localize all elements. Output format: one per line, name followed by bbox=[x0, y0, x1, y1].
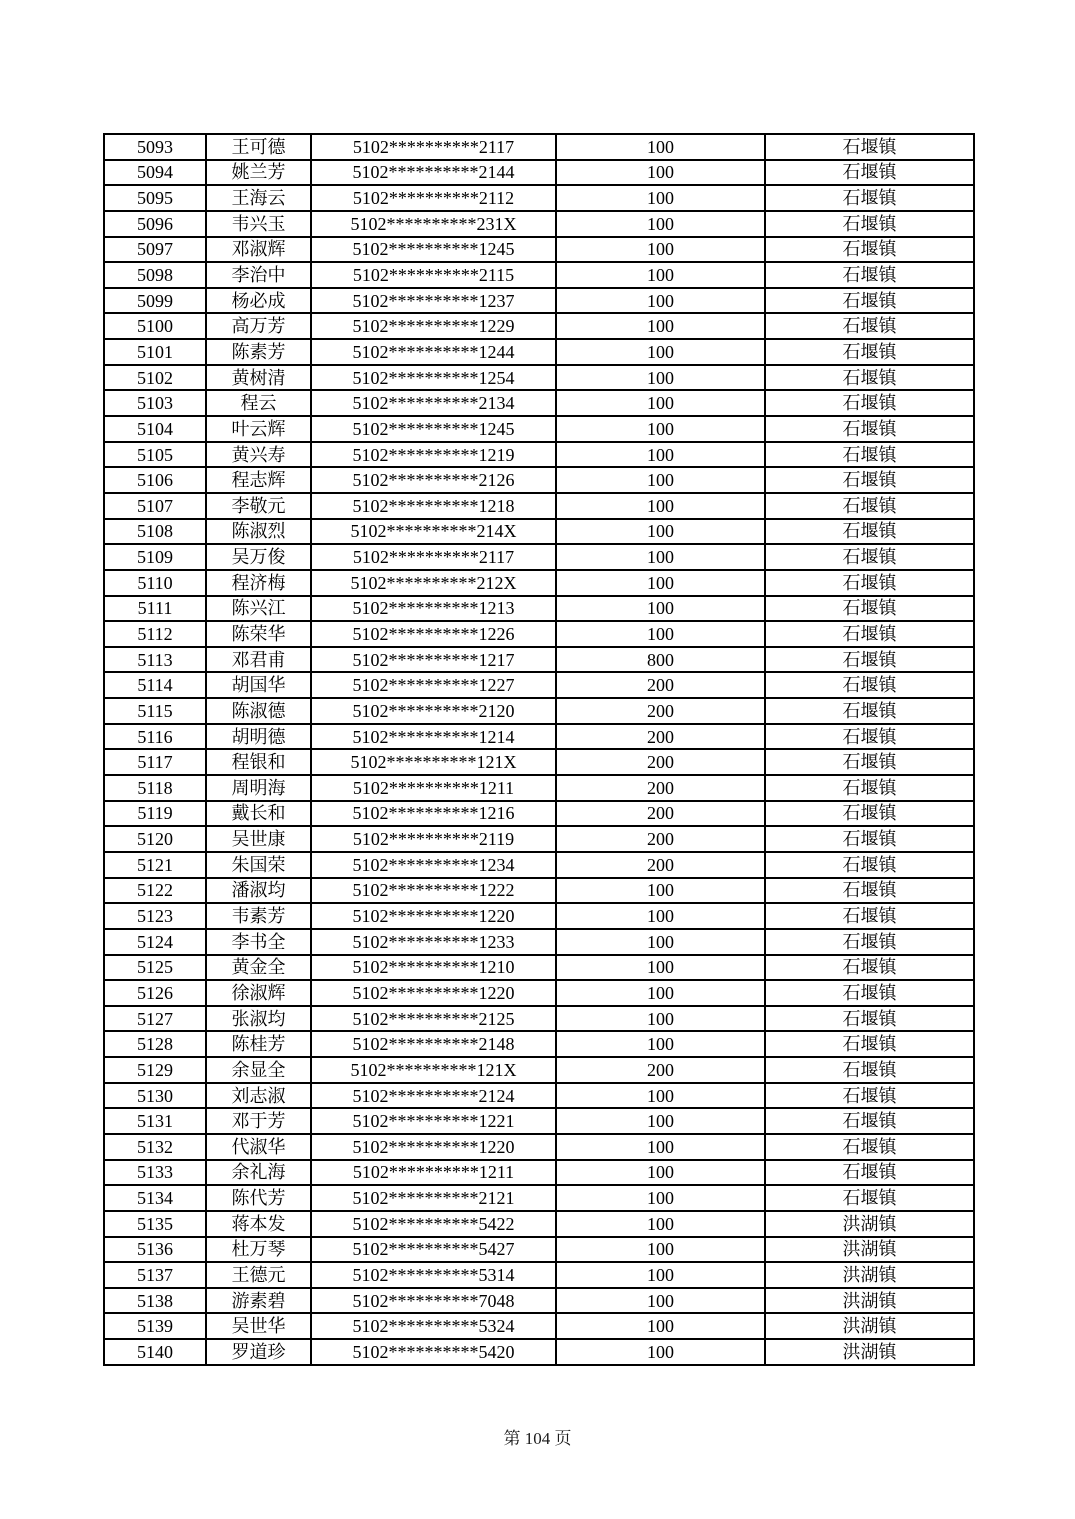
table-cell-amount: 200 bbox=[556, 672, 765, 698]
table-cell-serial: 5130 bbox=[104, 1083, 206, 1109]
table-cell-town: 洪湖镇 bbox=[765, 1262, 974, 1288]
table-row bbox=[104, 544, 974, 570]
table-cell-town: 石堰镇 bbox=[765, 160, 974, 186]
table-cell-town: 石堰镇 bbox=[765, 1134, 974, 1160]
table-row bbox=[104, 1313, 974, 1339]
table-cell-name: 邓君甫 bbox=[206, 647, 311, 673]
table-cell-town: 石堰镇 bbox=[765, 878, 974, 904]
table-cell-town: 洪湖镇 bbox=[765, 1211, 974, 1237]
table-cell-town: 石堰镇 bbox=[765, 1160, 974, 1186]
table-cell-town: 石堰镇 bbox=[765, 980, 974, 1006]
table-cell-name: 程云 bbox=[206, 390, 311, 416]
table-cell-id_number: 5102**********1229 bbox=[311, 313, 556, 339]
table-cell-town: 石堰镇 bbox=[765, 211, 974, 237]
table-cell-town: 石堰镇 bbox=[765, 185, 974, 211]
table-cell-serial: 5120 bbox=[104, 826, 206, 852]
table-cell-name: 陈淑烈 bbox=[206, 519, 311, 545]
table-cell-town: 石堰镇 bbox=[765, 647, 974, 673]
table-cell-name: 余显全 bbox=[206, 1057, 311, 1083]
table-cell-serial: 5121 bbox=[104, 852, 206, 878]
table-cell-serial: 5115 bbox=[104, 698, 206, 724]
table-row bbox=[104, 852, 974, 878]
table-cell-amount: 200 bbox=[556, 775, 765, 801]
table-cell-town: 石堰镇 bbox=[765, 390, 974, 416]
table-cell-town: 石堰镇 bbox=[765, 493, 974, 519]
table-cell-name: 余礼海 bbox=[206, 1160, 311, 1186]
table-cell-id_number: 5102**********1214 bbox=[311, 724, 556, 750]
table-cell-serial: 5127 bbox=[104, 1006, 206, 1032]
table-cell-name: 吴世华 bbox=[206, 1313, 311, 1339]
table-row bbox=[104, 390, 974, 416]
table-cell-id_number: 5102**********2121 bbox=[311, 1185, 556, 1211]
table-cell-serial: 5098 bbox=[104, 262, 206, 288]
table-cell-amount: 200 bbox=[556, 801, 765, 827]
table-row bbox=[104, 185, 974, 211]
table-cell-amount: 100 bbox=[556, 878, 765, 904]
table-cell-amount: 100 bbox=[556, 1262, 765, 1288]
table-cell-amount: 100 bbox=[556, 980, 765, 1006]
table-row bbox=[104, 801, 974, 827]
table-cell-amount: 100 bbox=[556, 1313, 765, 1339]
table-cell-id_number: 5102**********2124 bbox=[311, 1083, 556, 1109]
table-row bbox=[104, 724, 974, 750]
table-cell-id_number: 5102**********1218 bbox=[311, 493, 556, 519]
table-cell-name: 陈代芳 bbox=[206, 1185, 311, 1211]
table-row bbox=[104, 365, 974, 391]
table-cell-amount: 100 bbox=[556, 211, 765, 237]
table-cell-serial: 5125 bbox=[104, 955, 206, 981]
table-row bbox=[104, 237, 974, 263]
table-cell-serial: 5105 bbox=[104, 442, 206, 468]
table-cell-amount: 100 bbox=[556, 185, 765, 211]
table-row bbox=[104, 596, 974, 622]
table-cell-amount: 100 bbox=[556, 1211, 765, 1237]
table-cell-serial: 5128 bbox=[104, 1031, 206, 1057]
table-cell-id_number: 5102**********121X bbox=[311, 749, 556, 775]
table-cell-serial: 5111 bbox=[104, 596, 206, 622]
table-cell-name: 杜万琴 bbox=[206, 1237, 311, 1263]
table-cell-amount: 100 bbox=[556, 1108, 765, 1134]
table-cell-serial: 5137 bbox=[104, 1262, 206, 1288]
table-cell-name: 程济梅 bbox=[206, 570, 311, 596]
table-cell-amount: 100 bbox=[556, 134, 765, 160]
table-cell-name: 李治中 bbox=[206, 262, 311, 288]
table-row bbox=[104, 1160, 974, 1186]
beneficiary-table bbox=[103, 133, 975, 1366]
table-cell-id_number: 5102**********5427 bbox=[311, 1237, 556, 1263]
table-cell-name: 徐淑辉 bbox=[206, 980, 311, 1006]
table-cell-id_number: 5102**********2115 bbox=[311, 262, 556, 288]
table-cell-amount: 100 bbox=[556, 442, 765, 468]
table-row bbox=[104, 1262, 974, 1288]
table-cell-name: 胡明德 bbox=[206, 724, 311, 750]
table-row bbox=[104, 980, 974, 1006]
table-cell-name: 黄兴寿 bbox=[206, 442, 311, 468]
table-cell-amount: 100 bbox=[556, 160, 765, 186]
table-cell-serial: 5135 bbox=[104, 1211, 206, 1237]
table-cell-id_number: 5102**********2134 bbox=[311, 390, 556, 416]
table-cell-town: 石堰镇 bbox=[765, 262, 974, 288]
table-cell-id_number: 5102**********1245 bbox=[311, 237, 556, 263]
table-cell-id_number: 5102**********1221 bbox=[311, 1108, 556, 1134]
table-row bbox=[104, 903, 974, 929]
table-cell-town: 石堰镇 bbox=[765, 724, 974, 750]
table-cell-serial: 5122 bbox=[104, 878, 206, 904]
table-cell-amount: 200 bbox=[556, 698, 765, 724]
table-row bbox=[104, 647, 974, 673]
table-row bbox=[104, 1108, 974, 1134]
table-cell-serial: 5132 bbox=[104, 1134, 206, 1160]
table-cell-id_number: 5102**********1254 bbox=[311, 365, 556, 391]
table-cell-id_number: 5102**********5422 bbox=[311, 1211, 556, 1237]
table-cell-serial: 5123 bbox=[104, 903, 206, 929]
table-cell-town: 石堰镇 bbox=[765, 416, 974, 442]
table-cell-name: 胡国华 bbox=[206, 672, 311, 698]
table-cell-name: 陈淑德 bbox=[206, 698, 311, 724]
table-cell-id_number: 5102**********214X bbox=[311, 519, 556, 545]
table-cell-name: 王德元 bbox=[206, 1262, 311, 1288]
table-body bbox=[104, 134, 974, 1365]
table-cell-name: 朱国荣 bbox=[206, 852, 311, 878]
table-cell-town: 洪湖镇 bbox=[765, 1288, 974, 1314]
table-cell-amount: 100 bbox=[556, 955, 765, 981]
table-cell-town: 石堰镇 bbox=[765, 467, 974, 493]
table-cell-amount: 800 bbox=[556, 647, 765, 673]
table-cell-name: 王海云 bbox=[206, 185, 311, 211]
table-cell-town: 石堰镇 bbox=[765, 801, 974, 827]
table-cell-serial: 5124 bbox=[104, 929, 206, 955]
page-number-label: 第 104 页 bbox=[503, 1429, 572, 1448]
table-cell-name: 代淑华 bbox=[206, 1134, 311, 1160]
table-cell-serial: 5131 bbox=[104, 1108, 206, 1134]
table-cell-amount: 200 bbox=[556, 724, 765, 750]
page-footer bbox=[0, 1424, 1075, 1449]
table-cell-name: 刘志淑 bbox=[206, 1083, 311, 1109]
table-cell-id_number: 5102**********2148 bbox=[311, 1031, 556, 1057]
table-cell-name: 陈荣华 bbox=[206, 621, 311, 647]
table-cell-amount: 100 bbox=[556, 621, 765, 647]
table-row bbox=[104, 493, 974, 519]
table-cell-amount: 100 bbox=[556, 365, 765, 391]
table-cell-id_number: 5102**********1226 bbox=[311, 621, 556, 647]
table-cell-id_number: 5102**********5314 bbox=[311, 1262, 556, 1288]
table-cell-name: 陈桂芳 bbox=[206, 1031, 311, 1057]
table-cell-name: 张淑均 bbox=[206, 1006, 311, 1032]
table-cell-serial: 5113 bbox=[104, 647, 206, 673]
table-cell-name: 韦素芳 bbox=[206, 903, 311, 929]
table-cell-town: 石堰镇 bbox=[765, 749, 974, 775]
table-cell-name: 程银和 bbox=[206, 749, 311, 775]
table-row bbox=[104, 878, 974, 904]
table-cell-id_number: 5102**********2117 bbox=[311, 134, 556, 160]
table-cell-id_number: 5102**********7048 bbox=[311, 1288, 556, 1314]
table-cell-name: 吴世康 bbox=[206, 826, 311, 852]
table-cell-amount: 100 bbox=[556, 390, 765, 416]
table-cell-name: 陈素芳 bbox=[206, 339, 311, 365]
table-cell-serial: 5101 bbox=[104, 339, 206, 365]
table-cell-serial: 5140 bbox=[104, 1339, 206, 1365]
table-cell-amount: 200 bbox=[556, 749, 765, 775]
table-cell-id_number: 5102**********212X bbox=[311, 570, 556, 596]
table-row bbox=[104, 467, 974, 493]
table-cell-name: 周明海 bbox=[206, 775, 311, 801]
table-row bbox=[104, 442, 974, 468]
table-cell-amount: 100 bbox=[556, 313, 765, 339]
table-cell-town: 洪湖镇 bbox=[765, 1339, 974, 1365]
table-cell-id_number: 5102**********1217 bbox=[311, 647, 556, 673]
table-cell-serial: 5110 bbox=[104, 570, 206, 596]
table-cell-amount: 200 bbox=[556, 1057, 765, 1083]
table-cell-town: 石堰镇 bbox=[765, 903, 974, 929]
table-cell-serial: 5138 bbox=[104, 1288, 206, 1314]
table-cell-serial: 5096 bbox=[104, 211, 206, 237]
table-cell-id_number: 5102**********2120 bbox=[311, 698, 556, 724]
table-row bbox=[104, 1006, 974, 1032]
table-cell-town: 石堰镇 bbox=[765, 698, 974, 724]
table-cell-town: 石堰镇 bbox=[765, 570, 974, 596]
table-row bbox=[104, 955, 974, 981]
table-row bbox=[104, 1134, 974, 1160]
table-cell-amount: 100 bbox=[556, 570, 765, 596]
table-cell-amount: 100 bbox=[556, 262, 765, 288]
table-cell-amount: 100 bbox=[556, 1288, 765, 1314]
table-cell-town: 石堰镇 bbox=[765, 237, 974, 263]
table-cell-town: 石堰镇 bbox=[765, 288, 974, 314]
table-cell-id_number: 5102**********1244 bbox=[311, 339, 556, 365]
table-cell-serial: 5102 bbox=[104, 365, 206, 391]
table-row bbox=[104, 1185, 974, 1211]
table-cell-serial: 5108 bbox=[104, 519, 206, 545]
table-cell-serial: 5118 bbox=[104, 775, 206, 801]
table-cell-town: 石堰镇 bbox=[765, 852, 974, 878]
table-row bbox=[104, 313, 974, 339]
table-cell-amount: 100 bbox=[556, 519, 765, 545]
table-cell-serial: 5133 bbox=[104, 1160, 206, 1186]
table-cell-id_number: 5102**********121X bbox=[311, 1057, 556, 1083]
table-row bbox=[104, 1339, 974, 1365]
table-cell-amount: 100 bbox=[556, 1083, 765, 1109]
table-cell-town: 石堰镇 bbox=[765, 826, 974, 852]
table-cell-serial: 5104 bbox=[104, 416, 206, 442]
table-cell-amount: 100 bbox=[556, 596, 765, 622]
table-cell-id_number: 5102**********1227 bbox=[311, 672, 556, 698]
table-row bbox=[104, 672, 974, 698]
table-cell-name: 蒋本发 bbox=[206, 1211, 311, 1237]
table-cell-id_number: 5102**********1220 bbox=[311, 1134, 556, 1160]
table-cell-serial: 5097 bbox=[104, 237, 206, 263]
table-cell-id_number: 5102**********2112 bbox=[311, 185, 556, 211]
table-row bbox=[104, 160, 974, 186]
table-cell-name: 程志辉 bbox=[206, 467, 311, 493]
table-row bbox=[104, 698, 974, 724]
table-cell-name: 韦兴玉 bbox=[206, 211, 311, 237]
table-row bbox=[104, 826, 974, 852]
table-cell-town: 石堰镇 bbox=[765, 596, 974, 622]
table-cell-id_number: 5102**********2144 bbox=[311, 160, 556, 186]
table-cell-id_number: 5102**********5420 bbox=[311, 1339, 556, 1365]
table-cell-serial: 5117 bbox=[104, 749, 206, 775]
table-cell-amount: 100 bbox=[556, 493, 765, 519]
table-cell-town: 石堰镇 bbox=[765, 339, 974, 365]
table-cell-amount: 100 bbox=[556, 929, 765, 955]
table-cell-name: 王可德 bbox=[206, 134, 311, 160]
table-cell-town: 石堰镇 bbox=[765, 365, 974, 391]
table-cell-amount: 100 bbox=[556, 1185, 765, 1211]
table-cell-town: 石堰镇 bbox=[765, 929, 974, 955]
table-row bbox=[104, 570, 974, 596]
table-row bbox=[104, 339, 974, 365]
table-cell-amount: 100 bbox=[556, 1339, 765, 1365]
table-cell-serial: 5093 bbox=[104, 134, 206, 160]
table-row bbox=[104, 1211, 974, 1237]
table-cell-name: 高万芳 bbox=[206, 313, 311, 339]
table-row bbox=[104, 775, 974, 801]
table-cell-amount: 100 bbox=[556, 416, 765, 442]
table-cell-amount: 200 bbox=[556, 826, 765, 852]
table-cell-serial: 5103 bbox=[104, 390, 206, 416]
table-cell-name: 吴万俊 bbox=[206, 544, 311, 570]
table-cell-town: 石堰镇 bbox=[765, 134, 974, 160]
table-cell-id_number: 5102**********1237 bbox=[311, 288, 556, 314]
table-cell-id_number: 5102**********2117 bbox=[311, 544, 556, 570]
table-cell-id_number: 5102**********231X bbox=[311, 211, 556, 237]
table-cell-id_number: 5102**********1210 bbox=[311, 955, 556, 981]
table-cell-town: 石堰镇 bbox=[765, 672, 974, 698]
table-cell-serial: 5095 bbox=[104, 185, 206, 211]
table-cell-serial: 5119 bbox=[104, 801, 206, 827]
table-cell-serial: 5136 bbox=[104, 1237, 206, 1263]
table-cell-id_number: 5102**********1233 bbox=[311, 929, 556, 955]
table-row bbox=[104, 1031, 974, 1057]
table-row bbox=[104, 1288, 974, 1314]
table-cell-serial: 5116 bbox=[104, 724, 206, 750]
table-cell-town: 洪湖镇 bbox=[765, 1313, 974, 1339]
table-cell-amount: 100 bbox=[556, 339, 765, 365]
table-cell-name: 潘淑均 bbox=[206, 878, 311, 904]
table-cell-id_number: 5102**********1211 bbox=[311, 1160, 556, 1186]
table-cell-id_number: 5102**********1219 bbox=[311, 442, 556, 468]
table-cell-town: 石堰镇 bbox=[765, 1108, 974, 1134]
table-cell-town: 石堰镇 bbox=[765, 1083, 974, 1109]
table-cell-name: 邓淑辉 bbox=[206, 237, 311, 263]
table-cell-id_number: 5102**********1216 bbox=[311, 801, 556, 827]
table-cell-serial: 5106 bbox=[104, 467, 206, 493]
table-row bbox=[104, 211, 974, 237]
table-cell-id_number: 5102**********2126 bbox=[311, 467, 556, 493]
table-cell-town: 石堰镇 bbox=[765, 313, 974, 339]
table-cell-town: 石堰镇 bbox=[765, 1031, 974, 1057]
table-row bbox=[104, 134, 974, 160]
table-row bbox=[104, 621, 974, 647]
table-row bbox=[104, 262, 974, 288]
table-cell-serial: 5100 bbox=[104, 313, 206, 339]
table-cell-id_number: 5102**********1222 bbox=[311, 878, 556, 904]
table-cell-serial: 5094 bbox=[104, 160, 206, 186]
table-cell-town: 石堰镇 bbox=[765, 621, 974, 647]
table-cell-id_number: 5102**********1245 bbox=[311, 416, 556, 442]
table-cell-serial: 5114 bbox=[104, 672, 206, 698]
table-cell-amount: 200 bbox=[556, 852, 765, 878]
table-cell-name: 陈兴江 bbox=[206, 596, 311, 622]
table-cell-amount: 100 bbox=[556, 1031, 765, 1057]
table-cell-name: 黄树清 bbox=[206, 365, 311, 391]
table-cell-amount: 100 bbox=[556, 1006, 765, 1032]
table-cell-id_number: 5102**********2119 bbox=[311, 826, 556, 852]
table-cell-serial: 5134 bbox=[104, 1185, 206, 1211]
table-cell-id_number: 5102**********1220 bbox=[311, 980, 556, 1006]
table-cell-name: 黄金全 bbox=[206, 955, 311, 981]
table-row bbox=[104, 1237, 974, 1263]
table-cell-serial: 5109 bbox=[104, 544, 206, 570]
table-cell-id_number: 5102**********1220 bbox=[311, 903, 556, 929]
table-cell-name: 游素碧 bbox=[206, 1288, 311, 1314]
table-row bbox=[104, 749, 974, 775]
table-cell-name: 姚兰芳 bbox=[206, 160, 311, 186]
table-row bbox=[104, 288, 974, 314]
table-cell-id_number: 5102**********1211 bbox=[311, 775, 556, 801]
table-cell-town: 石堰镇 bbox=[765, 775, 974, 801]
table-row bbox=[104, 519, 974, 545]
table-cell-serial: 5112 bbox=[104, 621, 206, 647]
table-cell-id_number: 5102**********5324 bbox=[311, 1313, 556, 1339]
table-cell-amount: 100 bbox=[556, 544, 765, 570]
table-cell-amount: 100 bbox=[556, 1160, 765, 1186]
table-row bbox=[104, 416, 974, 442]
table-cell-town: 石堰镇 bbox=[765, 442, 974, 468]
table-cell-serial: 5129 bbox=[104, 1057, 206, 1083]
table-cell-amount: 100 bbox=[556, 467, 765, 493]
table-cell-town: 石堰镇 bbox=[765, 1006, 974, 1032]
table-cell-amount: 100 bbox=[556, 1237, 765, 1263]
table-cell-town: 石堰镇 bbox=[765, 955, 974, 981]
table-cell-amount: 100 bbox=[556, 1134, 765, 1160]
table-cell-name: 李书全 bbox=[206, 929, 311, 955]
table-cell-name: 邓于芳 bbox=[206, 1108, 311, 1134]
table-cell-id_number: 5102**********1234 bbox=[311, 852, 556, 878]
table-cell-amount: 100 bbox=[556, 288, 765, 314]
table-cell-name: 杨必成 bbox=[206, 288, 311, 314]
table-row bbox=[104, 1057, 974, 1083]
table-cell-serial: 5107 bbox=[104, 493, 206, 519]
table-cell-name: 戴长和 bbox=[206, 801, 311, 827]
table-row bbox=[104, 929, 974, 955]
table-row bbox=[104, 1083, 974, 1109]
table-cell-id_number: 5102**********2125 bbox=[311, 1006, 556, 1032]
table-cell-name: 罗道珍 bbox=[206, 1339, 311, 1365]
table-cell-serial: 5126 bbox=[104, 980, 206, 1006]
table-cell-town: 石堰镇 bbox=[765, 1185, 974, 1211]
table-cell-id_number: 5102**********1213 bbox=[311, 596, 556, 622]
table-cell-amount: 100 bbox=[556, 237, 765, 263]
table-cell-name: 叶云辉 bbox=[206, 416, 311, 442]
table-cell-town: 石堰镇 bbox=[765, 544, 974, 570]
table-cell-town: 洪湖镇 bbox=[765, 1237, 974, 1263]
table-cell-amount: 100 bbox=[556, 903, 765, 929]
table-cell-serial: 5099 bbox=[104, 288, 206, 314]
table-cell-town: 石堰镇 bbox=[765, 1057, 974, 1083]
table-cell-serial: 5139 bbox=[104, 1313, 206, 1339]
table-cell-town: 石堰镇 bbox=[765, 519, 974, 545]
table-cell-name: 李敬元 bbox=[206, 493, 311, 519]
